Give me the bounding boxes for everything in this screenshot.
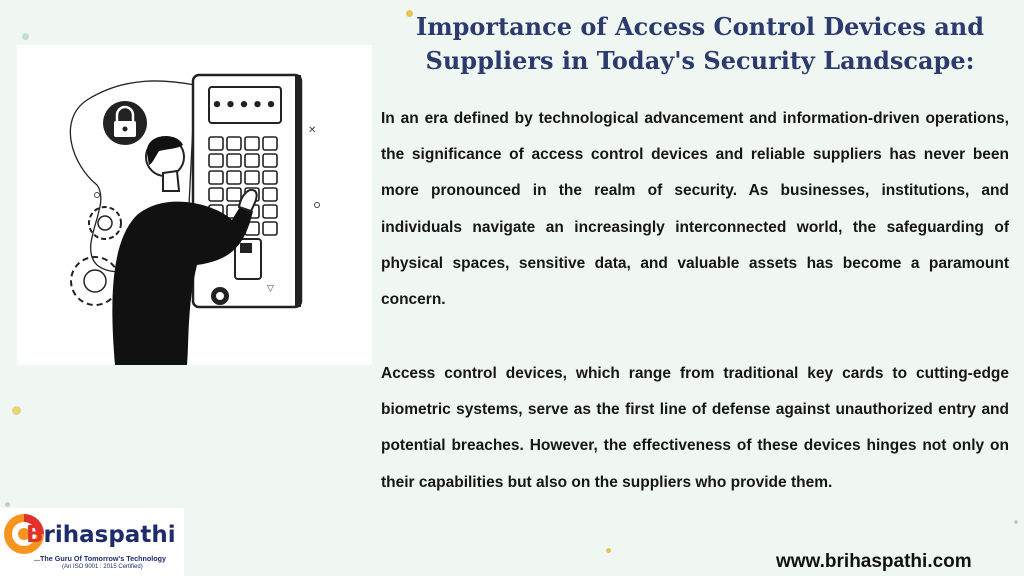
illustration-canvas xyxy=(17,45,372,365)
keypad-key xyxy=(227,137,241,150)
keypad-key xyxy=(227,188,241,201)
keypad-key xyxy=(227,154,241,167)
logo-certification: (An ISO 9001 : 2015 Certified) xyxy=(62,564,143,570)
keypad-key xyxy=(209,188,223,201)
title-line-2: Suppliers in Today's Security Landscape: xyxy=(425,46,975,75)
devices-paragraph: Access control devices, which range from traditional key cards to cutting-edge biometric systems, serve as the first line of defense against unauthorized entry and potential breaches. However, the effectiveness of these devices hinges not only on their capabilities but also on the suppliers who provide them. xyxy=(381,365,1009,491)
title-line-1: Importance of Access Control Devices and xyxy=(415,12,984,41)
keypad-key xyxy=(263,205,277,218)
access-control-illustration xyxy=(17,45,372,365)
decorative-dot xyxy=(12,406,21,415)
keypad-key xyxy=(263,137,277,150)
intro-paragraph: In an era defined by technological advancement and information-driven operations, the significance of access control devices and reliable suppliers has never been more pronounced in the realm of security. As businesses, institutions, and individuals navigate an increasingly interconnected world, the safeguarding of physical spaces, sensitive data, and valuable assets has become a paramount concern. xyxy=(381,110,1009,309)
keypad-key xyxy=(209,137,223,150)
padlock-icon xyxy=(103,101,147,145)
keypad-key xyxy=(245,137,259,150)
keypad-key xyxy=(227,171,241,184)
keypad-key xyxy=(245,154,259,167)
brihaspathi-logo xyxy=(0,508,184,576)
svg-text:✕: ✕ xyxy=(308,125,317,136)
decorative-dot xyxy=(22,33,29,40)
keypad-key xyxy=(263,222,277,235)
decorative-dot xyxy=(5,502,10,507)
keypad-key xyxy=(263,154,277,167)
page-title xyxy=(380,10,1020,78)
keypad-key xyxy=(209,154,223,167)
decorative-dot xyxy=(606,548,611,553)
logo-initial: B xyxy=(26,522,44,548)
decorative-dot xyxy=(1014,520,1018,524)
svg-text:▽: ▽ xyxy=(267,284,274,294)
keypad-display: ••••• xyxy=(211,95,279,116)
keypad-key xyxy=(263,188,277,201)
logo-tagline: ...The Guru Of Tomorrow's Technology xyxy=(34,554,167,563)
website-link[interactable]: www.brihaspathi.com xyxy=(776,551,972,572)
keypad-key xyxy=(209,171,223,184)
logo-name-rest: rihaspathi xyxy=(43,522,176,548)
keypad-key xyxy=(263,171,277,184)
keypad-key xyxy=(245,171,259,184)
logo-name xyxy=(26,522,176,548)
